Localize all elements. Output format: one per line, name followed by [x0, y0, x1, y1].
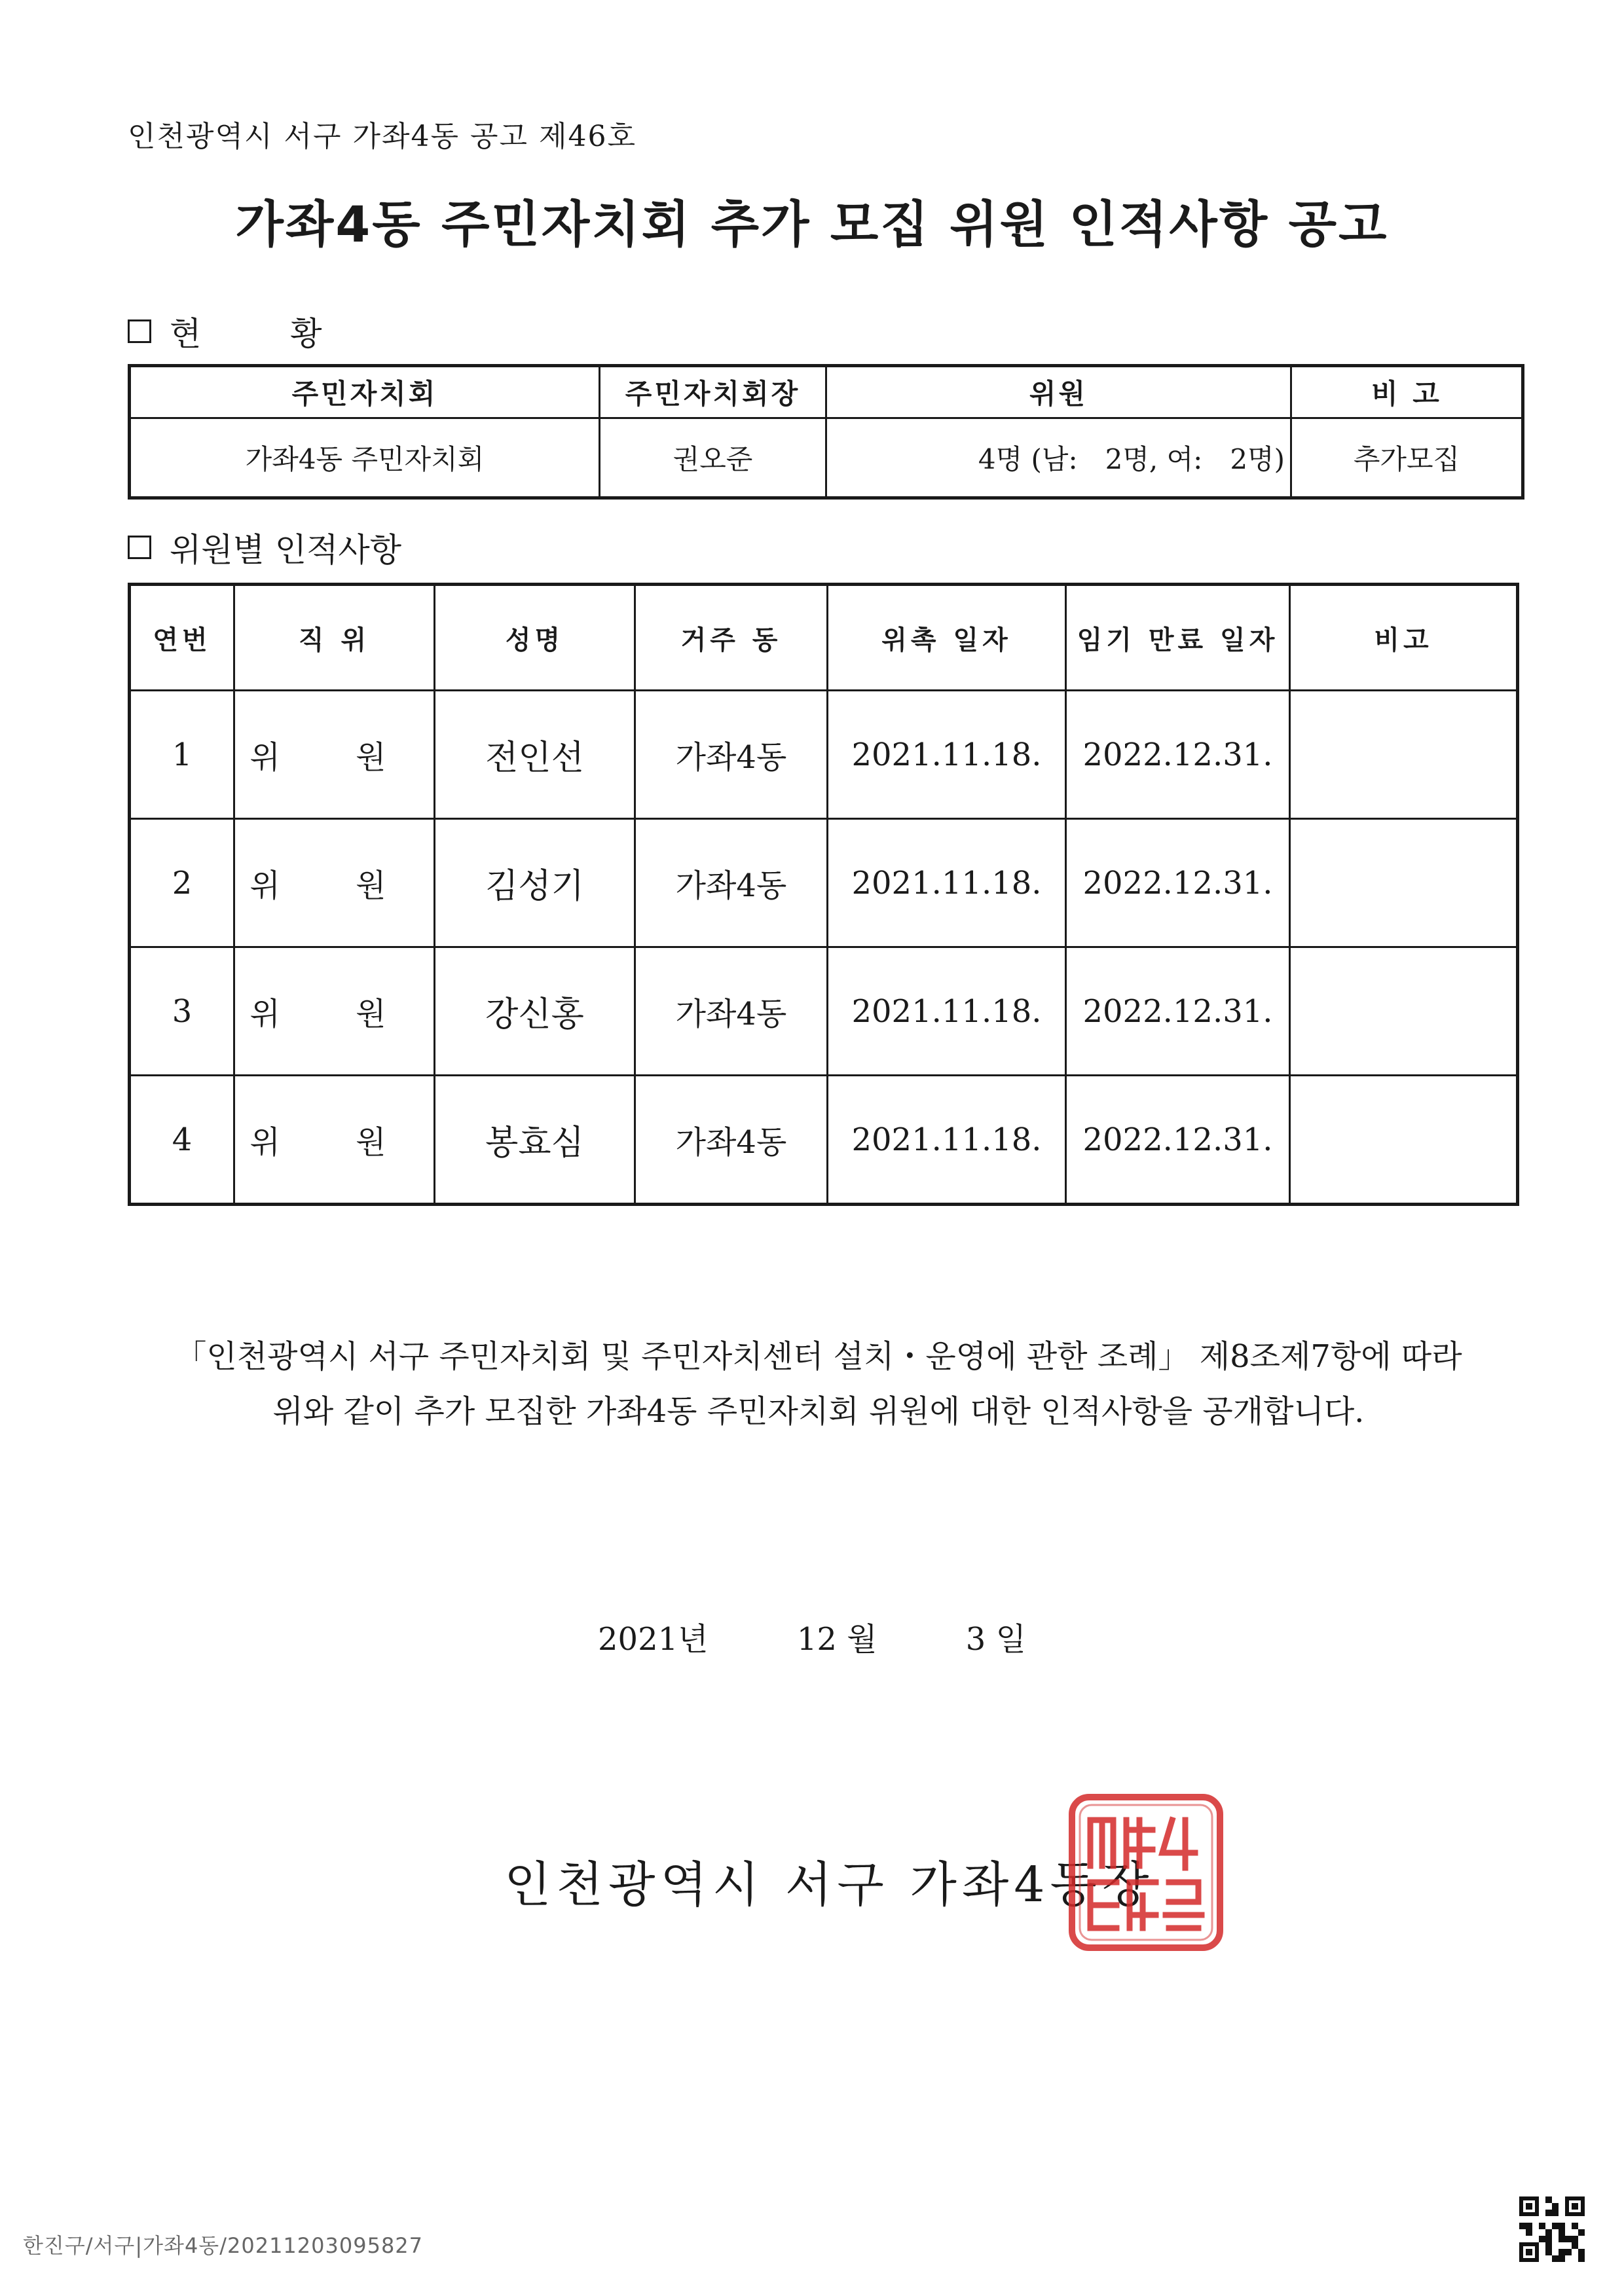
- row-appointed: 2021.11.18.: [828, 819, 1066, 947]
- header-no: 연번: [130, 585, 234, 691]
- official-seal-icon: [1064, 1791, 1228, 1954]
- checkbox-square-icon: [128, 536, 151, 559]
- header-note: 비 고: [1291, 366, 1523, 418]
- status-data-row: [130, 418, 1523, 498]
- row-no: 3: [130, 947, 234, 1076]
- section-status-heading: [128, 308, 361, 355]
- row-expires: 2022.12.31.: [1066, 691, 1290, 819]
- checkbox-square-icon: [128, 319, 151, 343]
- status-table: [128, 364, 1524, 500]
- row-no: 4: [130, 1076, 234, 1205]
- status-header-row: [130, 366, 1523, 418]
- section-members-label: 위원별 인적사항: [170, 531, 401, 569]
- row-expires: 2022.12.31.: [1066, 819, 1290, 947]
- header-name: 성명: [435, 585, 635, 691]
- disclosure-statement: [128, 1329, 1509, 1439]
- row-no: 1: [130, 691, 234, 819]
- header-chair: 주민자치회장: [600, 366, 826, 418]
- row-position: 위 원: [234, 1076, 435, 1205]
- header-dong: 거주 동: [635, 585, 828, 691]
- footer-document-id: 한진구/서구|가좌4동/20211203095827: [23, 2233, 424, 2258]
- table-row: [130, 947, 1518, 1076]
- table-row: [130, 1076, 1518, 1205]
- row-dong: 가좌4동: [635, 691, 828, 819]
- members-table: [128, 583, 1519, 1206]
- notice-number: 인천광역시 서구 가좌4동 공고 제46호: [128, 120, 637, 153]
- header-council: 주민자치회: [130, 366, 600, 418]
- row-note: [1290, 1076, 1518, 1205]
- row-appointed: 2021.11.18.: [828, 947, 1066, 1076]
- date-day: 3 일: [965, 1621, 1026, 1658]
- row-note: [1290, 691, 1518, 819]
- status-note: 추가모집: [1291, 418, 1523, 498]
- row-expires: 2022.12.31.: [1066, 947, 1290, 1076]
- table-row: [130, 691, 1518, 819]
- row-name: 강신홍: [435, 947, 635, 1076]
- statement-line-2: 위와 같이 추가 모집한 가좌4동 주민자치회 위원에 대한 인적사항을 공개합니다.: [272, 1393, 1365, 1430]
- row-expires: 2022.12.31.: [1066, 1076, 1290, 1205]
- row-position: 위 원: [234, 691, 435, 819]
- header-members: 위원: [826, 366, 1291, 418]
- date-year: 2021년: [598, 1621, 709, 1658]
- document-title: 가좌4동 주민자치회 추가 모집 위원 인적사항 공고: [235, 195, 1389, 253]
- row-appointed: 2021.11.18.: [828, 691, 1066, 819]
- member-count: 4명 (남: 2명, 여: 2명): [826, 418, 1291, 498]
- qr-code-icon: [1519, 2196, 1585, 2262]
- statement-line-1: 「인천광역시 서구 주민자치회 및 주민자치센터 설치・운영에 관한 조례」 제8조제7항에 따라: [175, 1338, 1462, 1375]
- header-expires: 임기 만료 일자: [1066, 585, 1290, 691]
- chair-name: 권오준: [600, 418, 826, 498]
- row-appointed: 2021.11.18.: [828, 1076, 1066, 1205]
- date-month: 12 월: [796, 1621, 877, 1658]
- row-dong: 가좌4동: [635, 947, 828, 1076]
- row-position: 위 원: [234, 819, 435, 947]
- members-header-row: [130, 585, 1518, 691]
- row-note: [1290, 819, 1518, 947]
- row-no: 2: [130, 819, 234, 947]
- header-remarks: 비고: [1290, 585, 1518, 691]
- table-row: [130, 819, 1518, 947]
- council-name: 가좌4동 주민자치회: [130, 418, 600, 498]
- signer-name: 인천광역시 서구 가좌4동장: [504, 1857, 1154, 1913]
- header-position: 직 위: [234, 585, 435, 691]
- header-appointed: 위촉 일자: [828, 585, 1066, 691]
- notice-date: [0, 1614, 1624, 1659]
- row-dong: 가좌4동: [635, 1076, 828, 1205]
- row-position: 위 원: [234, 947, 435, 1076]
- section-members-heading: [128, 524, 401, 571]
- section-status-label: 현 황: [170, 315, 361, 353]
- row-name: 전인선: [435, 691, 635, 819]
- row-name: 김성기: [435, 819, 635, 947]
- row-note: [1290, 947, 1518, 1076]
- row-name: 봉효심: [435, 1076, 635, 1205]
- row-dong: 가좌4동: [635, 819, 828, 947]
